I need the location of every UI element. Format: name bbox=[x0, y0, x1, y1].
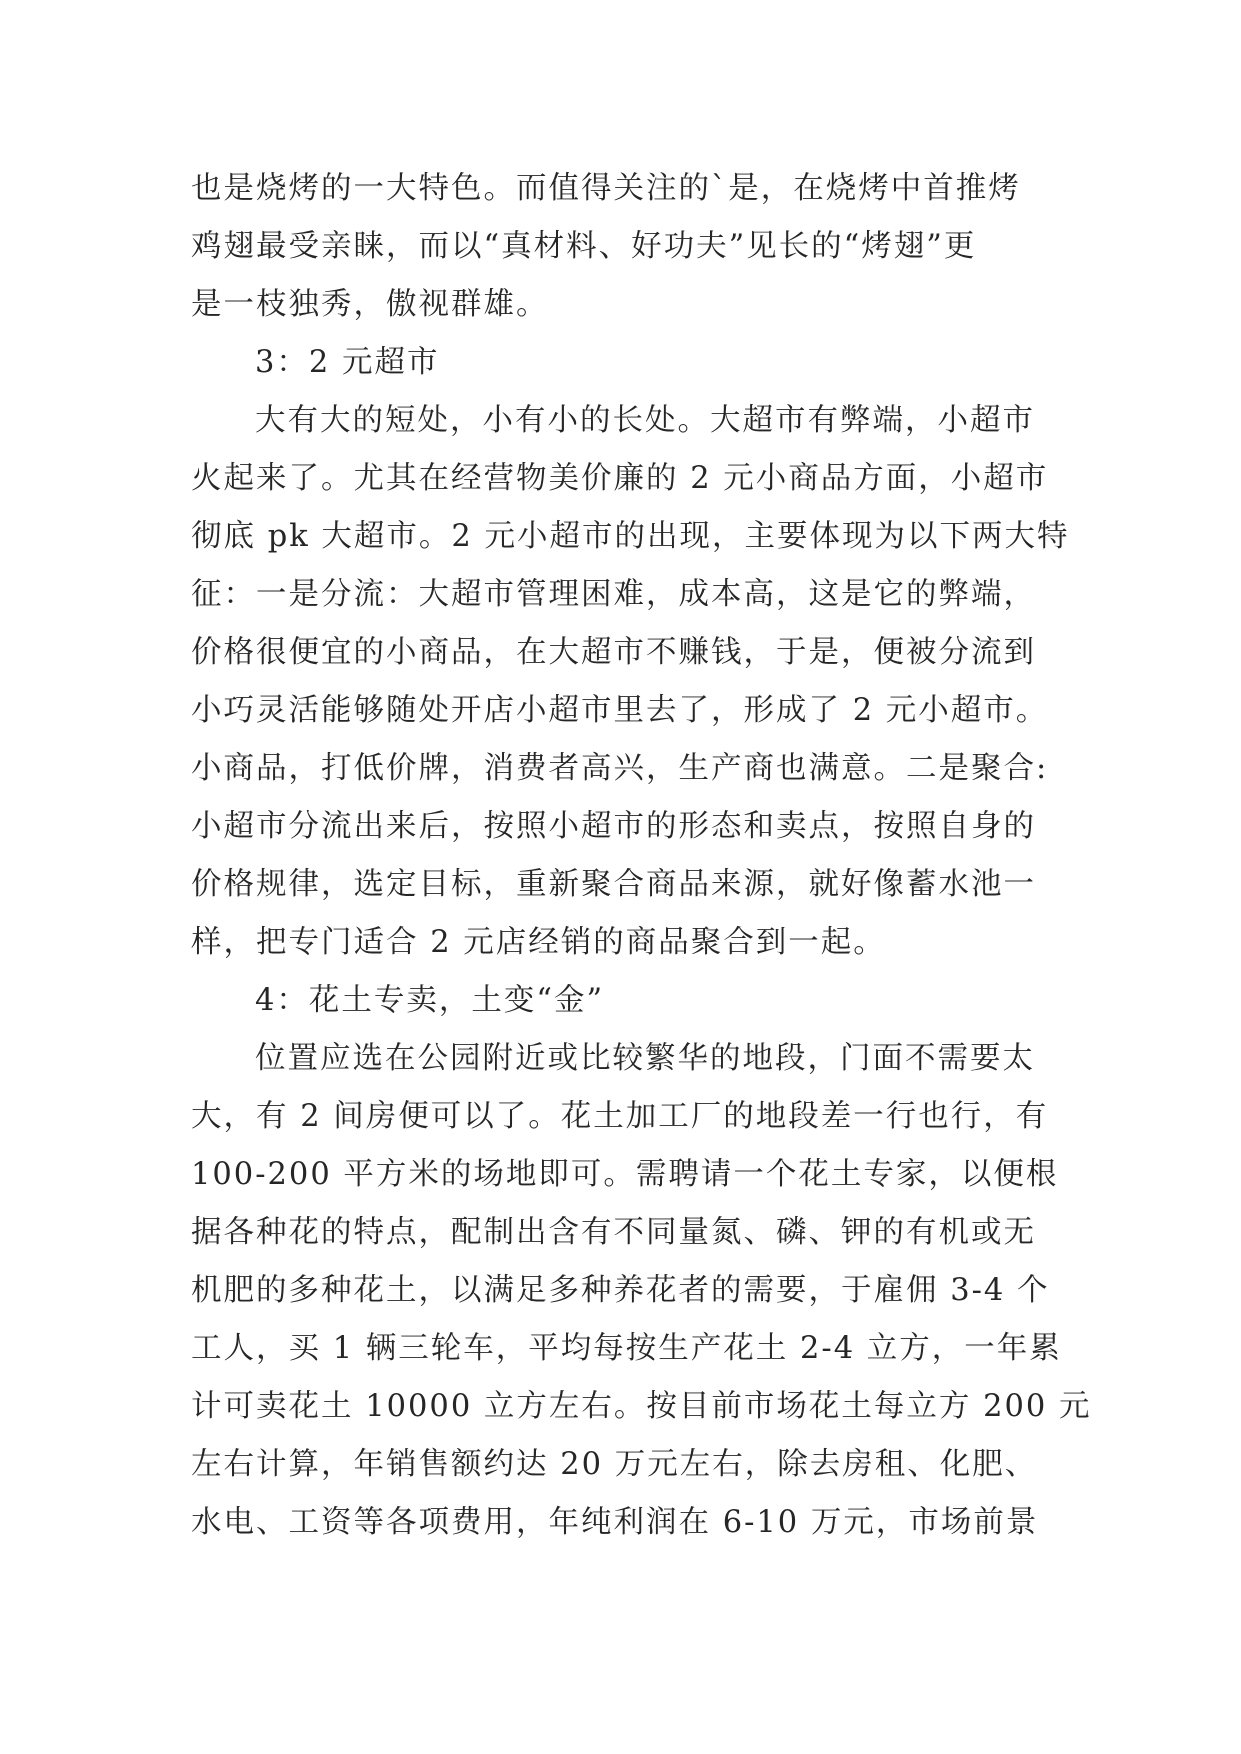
text-line: 征：一是分流：大超市管理困难，成本高，这是它的弊端， bbox=[191, 577, 1036, 612]
text-line: 样，把专门适合 2 元店经销的商品聚合到一起。 bbox=[191, 925, 886, 960]
text-line: 火起来了。尤其在经营物美价廉的 2 元小商品方面，小超市 bbox=[191, 461, 1049, 496]
text-line: 也是烧烤的一大特色。而值得关注的`是，在烧烤中首推烤 bbox=[191, 171, 1021, 206]
text-line: 小巧灵活能够随处开店小超市里去了，形成了 2 元小超市。 bbox=[191, 693, 1049, 728]
paragraph-start: 位置应选在公园附近或比较繁华的地段，门面不需要太 bbox=[255, 1041, 1035, 1076]
section-heading: 3：2 元超市 bbox=[255, 345, 440, 380]
text-line: 水电、工资等各项费用，年纯利润在 6-10 万元，市场前景 bbox=[191, 1505, 1039, 1540]
text-line: 小超市分流出来后，按照小超市的形态和卖点，按照自身的 bbox=[191, 809, 1036, 844]
paragraph-start: 大有大的短处，小有小的长处。大超市有弊端，小超市 bbox=[255, 403, 1035, 438]
text-line: 计可卖花土 10000 立方左右。按目前市场花土每立方 200 元 bbox=[191, 1389, 1092, 1424]
text-line: 左右计算，年销售额约达 20 万元左右，除去房租、化肥、 bbox=[191, 1447, 1038, 1482]
text-line: 价格规律，选定目标，重新聚合商品来源，就好像蓄水池一 bbox=[191, 867, 1036, 902]
text-line: 鸡翅最受亲睐，而以“真材料、好功夫”见长的“烤翅”更 bbox=[191, 229, 977, 264]
text-line: 据各种花的特点，配制出含有不同量氮、磷、钾的有机或无 bbox=[191, 1215, 1036, 1250]
text-line: 是一枝独秀，傲视群雄。 bbox=[191, 287, 549, 322]
section-heading: 4：花土专卖，土变“金” bbox=[255, 983, 605, 1018]
text-line: 彻底 pk 大超市。2 元小超市的出现，主要体现为以下两大特 bbox=[191, 519, 1070, 554]
text-line: 机肥的多种花土，以满足多种养花者的需要，于雇佣 3-4 个 bbox=[191, 1273, 1050, 1308]
text-line: 大，有 2 间房便可以了。花土加工厂的地段差一行也行，有 bbox=[191, 1099, 1049, 1134]
text-line: 工人，买 1 辆三轮车，平均每按生产花土 2-4 立方，一年累 bbox=[191, 1331, 1062, 1366]
text-line: 100-200 平方米的场地即可。需聘请一个花土专家，以便根 bbox=[191, 1157, 1059, 1192]
text-line: 小商品，打低价牌，消费者高兴，生产商也满意。二是聚合: bbox=[191, 751, 1049, 786]
body-text bbox=[191, 160, 1092, 1552]
text-line: 价格很便宜的小商品，在大超市不赚钱，于是，便被分流到 bbox=[191, 635, 1036, 670]
